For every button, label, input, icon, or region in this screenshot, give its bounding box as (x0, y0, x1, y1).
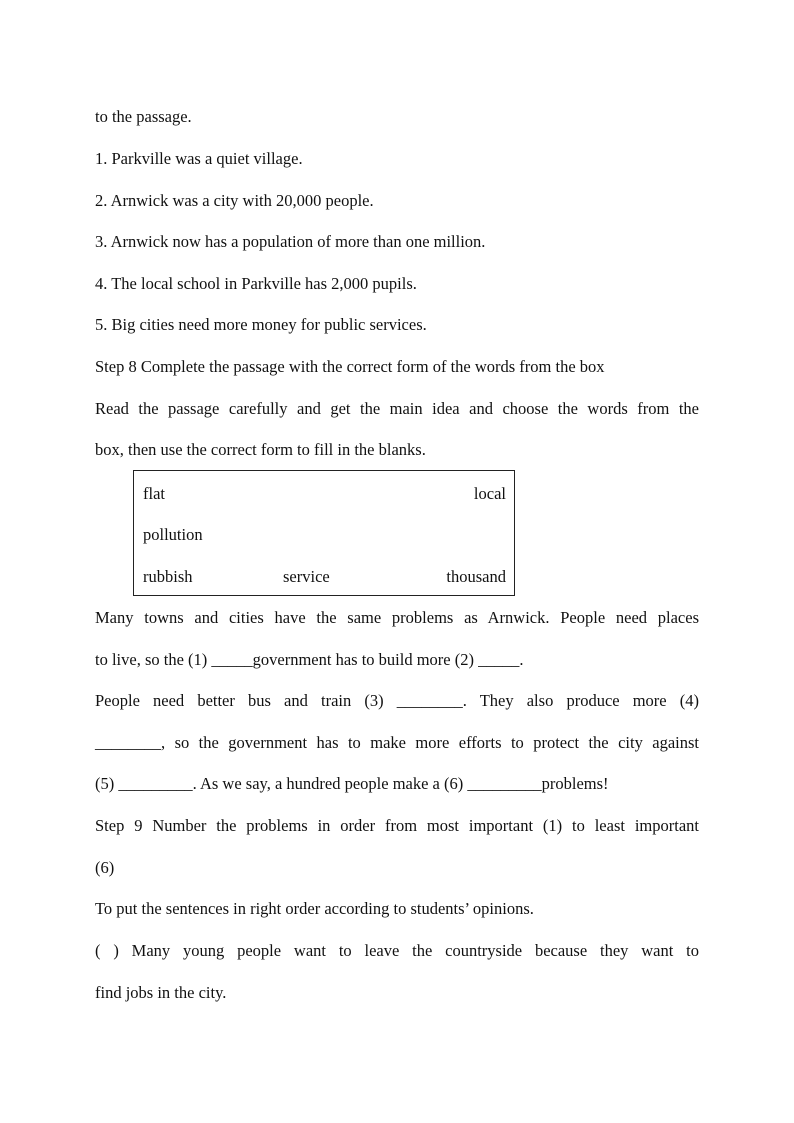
passage-line-1: Many towns and cities have the same problems as Arnwick. People need places (95, 608, 699, 627)
word-pollution: pollution (143, 525, 203, 544)
step8-heading: Step 8 Complete the passage with the correct form of the words from the box (95, 357, 605, 376)
passage-line-2: to live, so the (1) _____government has to build more (2) _____. (95, 650, 524, 669)
word-box (133, 470, 515, 596)
word-thousand: thousand (446, 567, 506, 586)
step9-heading: Step 9 Number the problems in order from most important (1) to least important (95, 816, 699, 835)
statement-5: 5. Big cities need more money for public services. (95, 315, 427, 334)
word-rubbish: rubbish (143, 567, 193, 586)
ranking-item-1-line-1: ( ) Many young people want to leave the countryside because they want to (95, 941, 699, 960)
step8-instruction-line-2: box, then use the correct form to fill in the blanks. (95, 440, 426, 459)
word-local: local (473, 484, 506, 503)
word-flat: flat (143, 484, 165, 503)
passage-line-4: ________, so the government has to make more efforts to protect the city against (95, 733, 699, 752)
statement-4: 4. The local school in Parkville has 2,000 pupils. (95, 274, 417, 293)
statement-1: 1. Parkville was a quiet village. (95, 149, 303, 168)
step9-instruction: To put the sentences in right order according to students’ opinions. (95, 899, 534, 918)
step8-instruction-line-1: Read the passage carefully and get the main idea and choose the words from the (95, 399, 699, 418)
passage-fragment: to the passage. (95, 107, 192, 126)
ranking-item-1-line-2: find jobs in the city. (95, 983, 227, 1002)
passage-line-3: People need better bus and train (3) ________. They also produce more (4) (95, 691, 699, 710)
statement-3: 3. Arnwick now has a population of more than one million. (95, 232, 486, 251)
passage-line-5: (5) _________. As we say, a hundred people make a (6) _________problems! (95, 774, 609, 793)
word-service: service (283, 567, 330, 586)
statement-2: 2. Arnwick was a city with 20,000 people. (95, 191, 374, 210)
step9-heading-cont: (6) (95, 858, 115, 877)
